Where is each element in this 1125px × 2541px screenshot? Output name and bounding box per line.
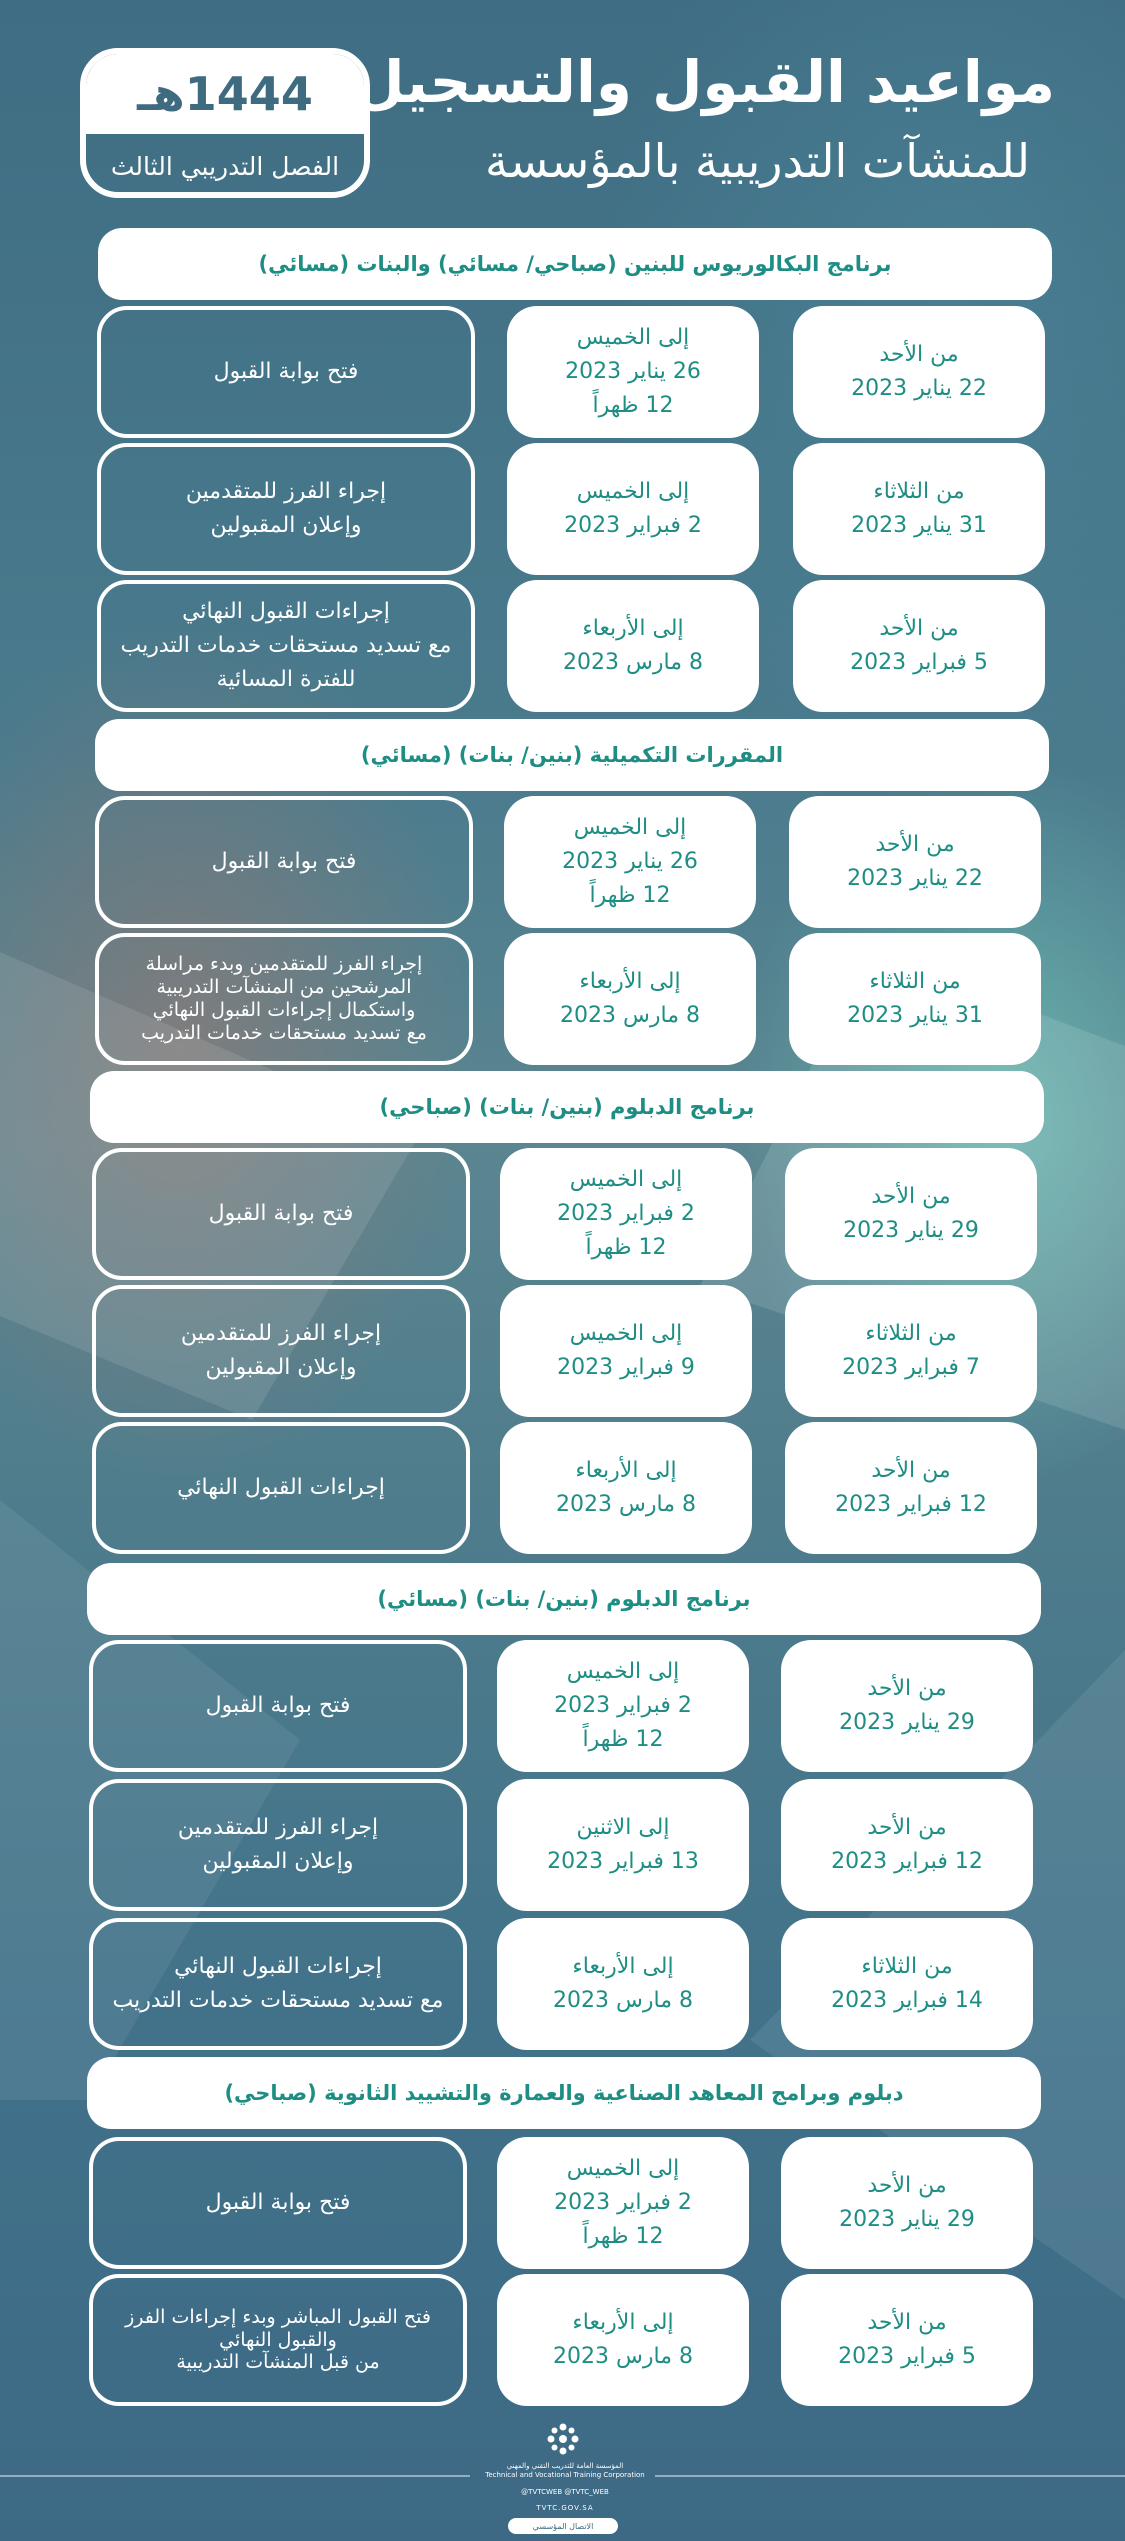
start-date-cell: من الأحد 5 فبراير 2023 — [781, 2274, 1033, 2406]
section-title: المقررات التكميلية (بنين/ بنات) (مسائي) — [95, 719, 1049, 791]
social-handles[interactable]: @TVTCWEB @TVTC_WEB — [521, 2488, 609, 2496]
end-date-cell: إلى الخميس 2 فبراير 2023 — [507, 443, 759, 575]
end-date-cell: إلى الخميس 9 فبراير 2023 — [500, 1285, 752, 1417]
start-date-cell: من الثلاثاء 14 فبراير 2023 — [781, 1918, 1033, 2050]
tvtc-logo-icon — [546, 2422, 580, 2456]
action-cell: فتح بوابة القبول — [89, 2137, 467, 2269]
start-date-cell: من الأحد 29 يناير 2023 — [785, 1148, 1037, 1280]
contact-badge: الاتصال المؤسسي — [508, 2518, 618, 2534]
end-date-cell: إلى الخميس 26 يناير 2023 12 ظهراً — [507, 306, 759, 438]
action-cell: فتح بوابة القبول — [97, 306, 475, 438]
action-cell: فتح بوابة القبول — [92, 1148, 470, 1280]
action-cell: إجراء الفرز للمتقدمين وإعلان المقبولين — [89, 1779, 467, 1911]
start-date-cell: من الأحد 12 فبراير 2023 — [785, 1422, 1037, 1554]
action-cell: إجراء الفرز للمتقدمين وإعلان المقبولين — [92, 1285, 470, 1417]
start-date-cell: من الثلاثاء 7 فبراير 2023 — [785, 1285, 1037, 1417]
start-date-cell: من الأحد 29 يناير 2023 — [781, 1640, 1033, 1772]
end-date-cell: إلى الخميس 26 يناير 2023 12 ظهراً — [504, 796, 756, 928]
page-subtitle: للمنشآت التدريبية بالمؤسسة — [484, 134, 1030, 188]
page-footer — [0, 2410, 1125, 2541]
end-date-cell: إلى الأربعاء 8 مارس 2023 — [500, 1422, 752, 1554]
start-date-cell: من الأحد 22 يناير 2023 — [789, 796, 1041, 928]
action-cell: فتح القبول المباشر وبدء إجراءات الفرز والقبول النهائي من قبل المنشآت التدريبية — [89, 2274, 467, 2406]
page-header — [0, 48, 1125, 208]
end-date-cell: إلى الخميس 2 فبراير 2023 12 ظهراً — [500, 1148, 752, 1280]
action-cell: إجراء الفرز للمتقدمين وإعلان المقبولين — [97, 443, 475, 575]
action-cell: إجراء الفرز للمتقدمين وبدء مراسلة المرشحين من المنشآت التدريبية واستكمال إجراءات القبول النهائي مع تسديد مستحقات خدمات التدريب — [95, 933, 473, 1065]
end-date-cell: إلى الاثنين 13 فبراير 2023 — [497, 1779, 749, 1911]
action-cell: فتح بوابة القبول — [89, 1640, 467, 1772]
action-cell: إجراءات القبول النهائي مع تسديد مستحقات خدمات التدريب للفترة المسائية — [97, 580, 475, 712]
end-date-cell: إلى الأربعاء 8 مارس 2023 — [497, 2274, 749, 2406]
website-link[interactable]: TVTC.GOV.SA — [536, 2504, 594, 2512]
section-title: برنامج البكالوريوس للبنين (صباحي/ مسائي) والبنات (مسائي) — [98, 228, 1052, 300]
start-date-cell: من الثلاثاء 31 يناير 2023 — [789, 933, 1041, 1065]
start-date-cell: من الأحد 5 فبراير 2023 — [793, 580, 1045, 712]
end-date-cell: إلى الأربعاء 8 مارس 2023 — [504, 933, 756, 1065]
start-date-cell: من الثلاثاء 31 يناير 2023 — [793, 443, 1045, 575]
page-title: مواعيد القبول والتسجيل — [354, 48, 1055, 116]
year-badge — [80, 48, 370, 198]
organization-name: المؤسسة العامة للتدريب التقني والمهني Technical and Vocational Training Corporation — [485, 2462, 645, 2480]
action-cell: فتح بوابة القبول — [95, 796, 473, 928]
action-cell: إجراءات القبول النهائي — [92, 1422, 470, 1554]
start-date-cell: من الأحد 22 يناير 2023 — [793, 306, 1045, 438]
section-title: برنامج الدبلوم (بنين/ بنات) (صباحي) — [90, 1071, 1044, 1143]
section-title: دبلوم وبرامج المعاهد الصناعية والعمارة والتشييد الثانوية (صباحي) — [87, 2057, 1041, 2129]
end-date-cell: إلى الخميس 2 فبراير 2023 12 ظهراً — [497, 2137, 749, 2269]
end-date-cell: إلى الخميس 2 فبراير 2023 12 ظهراً — [497, 1640, 749, 1772]
term-label: الفصل التدريبي الثالث — [110, 151, 340, 181]
start-date-cell: من الأحد 12 فبراير 2023 — [781, 1779, 1033, 1911]
start-date-cell: من الأحد 29 يناير 2023 — [781, 2137, 1033, 2269]
year-label: 1444هـ — [86, 54, 364, 134]
section-title: برنامج الدبلوم (بنين/ بنات) (مسائي) — [87, 1563, 1041, 1635]
action-cell: إجراءات القبول النهائي مع تسديد مستحقات خدمات التدريب — [89, 1918, 467, 2050]
end-date-cell: إلى الأربعاء 8 مارس 2023 — [497, 1918, 749, 2050]
end-date-cell: إلى الأربعاء 8 مارس 2023 — [507, 580, 759, 712]
